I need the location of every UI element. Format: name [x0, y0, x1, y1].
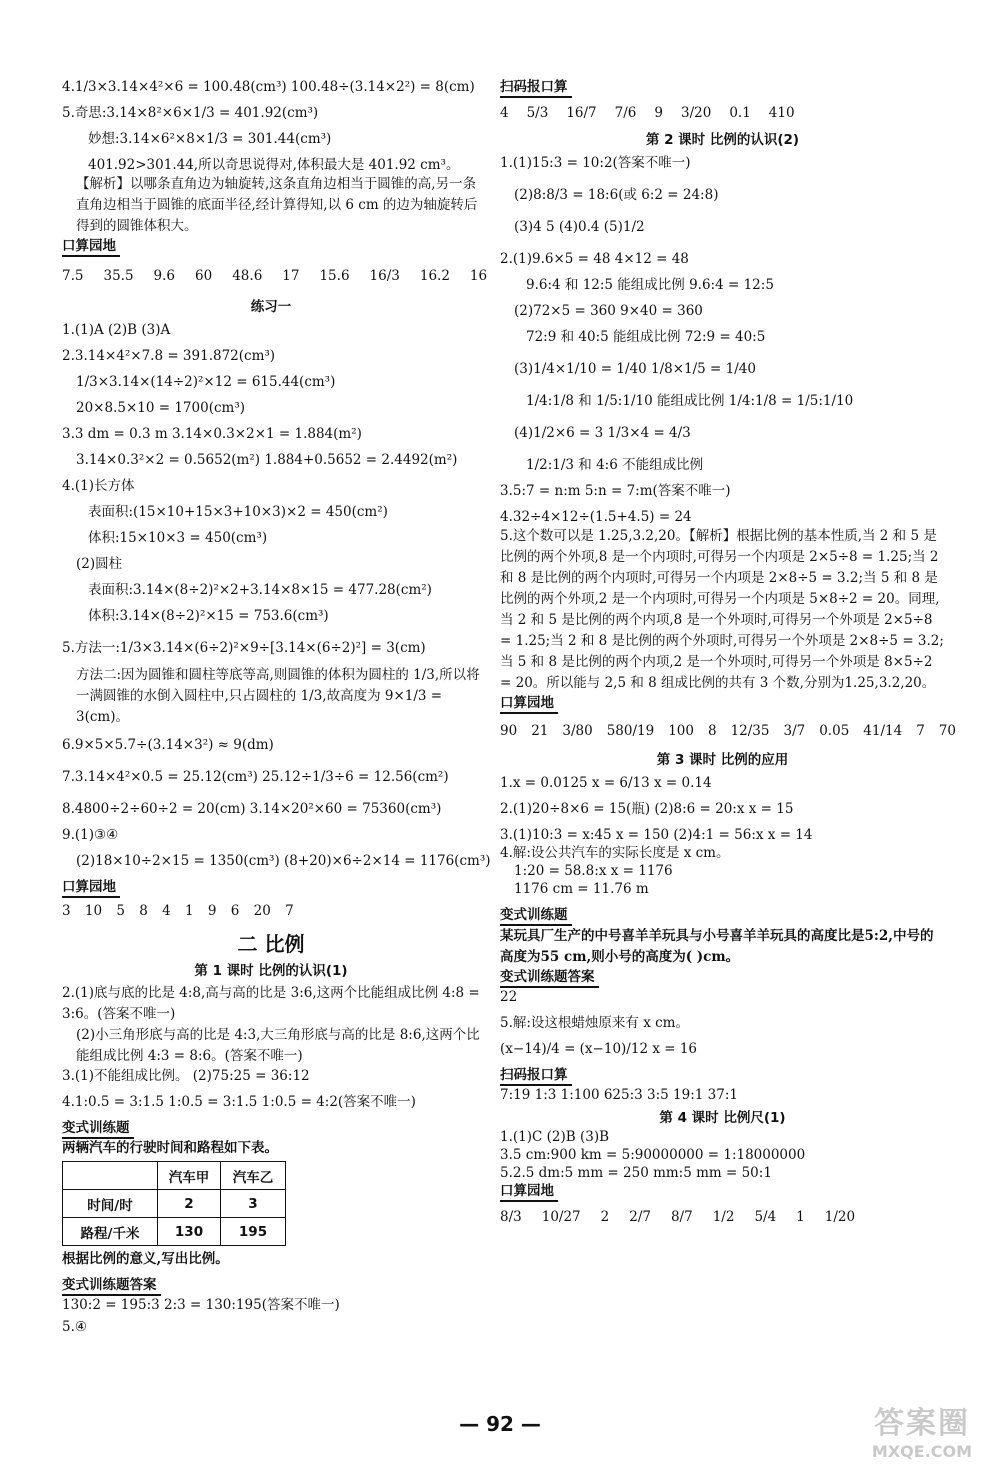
table-cell: 130 — [158, 1218, 221, 1246]
oral-calc-item: 5/4 — [754, 1209, 777, 1225]
oral-calc-item: 8/7 — [670, 1209, 693, 1225]
page-number: — 92 — — [459, 1412, 541, 1436]
oral-calc-item: 410 — [768, 105, 795, 121]
oral-calc-item: 16/3 — [369, 268, 400, 284]
oral-calc-item: 60 — [195, 268, 213, 284]
oral-calc-item: 0.1 — [729, 105, 751, 121]
oral-calc-item: 0.05 — [819, 723, 850, 739]
question-text: 两辆汽车的行驶时间和路程如下表。 — [62, 1140, 278, 1156]
answer-line: 7.3.14×4²×0.5 = 25.12(cm³) 25.12÷1/3÷6 = 12.56(cm²) — [62, 769, 449, 785]
oral-calc-row — [500, 722, 956, 740]
answer-line: 1.x = 0.0125 x = 6/13 x = 0.14 — [500, 775, 712, 791]
table-cell: 汽车乙 — [221, 1162, 286, 1190]
oral-calc-row — [62, 267, 488, 285]
oral-calc-row — [500, 104, 945, 122]
answer-line: 5.2.5 dm:5 mm = 250 mm:5 mm = 50:1 — [500, 1165, 772, 1181]
oral-calc-item: 17 — [282, 268, 300, 284]
oral-calc-item: 8/3 — [500, 1209, 522, 1225]
section-heading: 口算园地 — [500, 694, 558, 714]
section-heading: 扫码报口算 — [500, 78, 572, 98]
watermark-logo — [862, 1398, 982, 1461]
oral-calc-item: 1 — [796, 1209, 805, 1225]
section-heading: 变式训练题 — [62, 1119, 134, 1139]
lesson-title: 第 2 课时 比例的认识(2) — [645, 132, 800, 148]
answer-line: 表面积:(15×10+15×3+10×3)×2 = 450(cm²) — [88, 504, 388, 520]
oral-calc-item: 3/7 — [783, 723, 806, 739]
oral-calc-item: 7/6 — [614, 105, 637, 121]
answer-line: 130:2 = 195:3 2:3 = 130:195(答案不唯一) — [62, 1297, 340, 1313]
answer-line: (3)4 5 (4)0.4 (5)1/2 — [514, 219, 645, 235]
oral-calc-item: 1/2 — [712, 1209, 735, 1225]
lesson-title: 第 4 课时 比例尺(1) — [659, 1110, 786, 1126]
oral-calc-item: 35.5 — [103, 268, 134, 284]
answer-line: 9.6:4 和 12:5 能组成比例 9.6:4 = 12:5 — [526, 277, 774, 293]
answer-paragraph: 5.这个数可以是 1.25,3.2,20。【解析】根据比例的基本性质,当 2 和 5 是比例的两个外项,8 是一个内项时,可得另一个内项是 2×5÷8 = 1.25;当 2 和 8 是比例的两个内项时,可得另一个内项是 2×8÷5 = 3.2;当 5 和 8 是比例的两个外项,2 是一个内项时,可得另一个内项是 5×8÷2 = 20。同理,当 2 和 5 是比例的两个内项,8 是一个外项时,可得另一个外项是 2×5÷8 = 1.25;当 2 和 8 是比例的两个外项时,可得另一个外项是 2×8÷5 = 3.2;当 5 和 8 是比例的两个内项,2 是一个外项时,可得另一个外项是 8×5÷2 = 20。所以能与 2,5 和 8 组成比例的共有 3 个数,分别为1.25,3.2,20。 — [500, 528, 944, 691]
answer-line: 2.(1)20÷8×6 = 15(瓶) (2)8:6 = 20:x x = 15 — [500, 801, 794, 817]
answer-line: 5.④ — [62, 1319, 87, 1335]
watermark-text: 答案圈 — [874, 1406, 970, 1441]
answer-line: 1.(1)C (2)B (3)B — [500, 1129, 610, 1145]
oral-calc-item: 7 — [916, 723, 925, 739]
table-cell: 195 — [221, 1218, 286, 1246]
left-column — [62, 78, 491, 1336]
oral-calc-item: 4 — [500, 105, 509, 121]
answer-line: 401.92>301.44,所以奇思说得对,体积最大是 401.92 cm³。 — [88, 157, 460, 173]
answer-line: 5.方法一:1/3×3.14×(6÷2)²×9÷[3.14×(6÷2)²] = 3(cm) — [62, 640, 426, 656]
answer-paragraph: (2)小三角形底与高的比是 4:3,大三角形底与高的比是 8:6,这两个比能组成比例 4:3 = 8:6。(答案不唯一) — [76, 1027, 480, 1064]
answer-line: (3)1/4×1/10 = 1/40 1/8×1/5 = 1/40 — [514, 361, 756, 377]
answer-line: 6.9×5×5.7÷(3.14×3²) ≈ 9(dm) — [62, 737, 274, 753]
oral-calc-item: 580/19 — [606, 723, 655, 739]
answer-line: 20×8.5×10 = 1700(cm³) — [76, 400, 246, 416]
oral-calc-item: 5/3 — [526, 105, 549, 121]
oral-calc-item: 48.6 — [232, 268, 263, 284]
answer-line: 3.5:7 = n:m 5:n = 7:m(答案不唯一) — [500, 483, 731, 499]
oral-calc-item: 2/7 — [629, 1209, 651, 1225]
answer-line: 1.(1)15:3 = 10:2(答案不唯一) — [500, 155, 691, 171]
answer-line: 表面积:3.14×(8÷2)²×2+3.14×8×15 = 477.28(cm²) — [88, 582, 432, 598]
oral-calc-row: 7:19 1:3 1:100 625:3 3:5 19:1 37:1 — [500, 1087, 738, 1103]
exercise-title: 练习一 — [250, 299, 292, 315]
answer-line: 1:20 = 58.8:x x = 1176 — [514, 863, 673, 879]
oral-calc-item: 16 — [469, 268, 488, 284]
section-heading: 扫码报口算 — [500, 1066, 572, 1086]
watermark-url: MXQE.COM — [871, 1442, 973, 1461]
table-cell: 时间/时 — [63, 1190, 158, 1218]
answer-line: 4.1/3×3.14×4²×6 = 100.48(cm³) 100.48÷(3.14×2²) = 8(cm) — [62, 79, 475, 95]
answer-line: 2.3.14×4²×7.8 = 391.872(cm³) — [62, 348, 276, 364]
answer-line: 3.14×0.3²×2 = 0.5652(m²) 1.884+0.5652 = 2.4492(m²) — [76, 452, 458, 468]
unit-title: 二 比例 — [237, 932, 305, 956]
answer-line: (2)8:8/3 = 18:6(或 6:2 = 24:8) — [514, 187, 719, 203]
oral-calc-row: 3 10 5 8 4 1 9 6 20 7 — [62, 903, 294, 919]
section-heading: 变式训练题 — [500, 906, 572, 926]
oral-calc-item: 7.5 — [62, 268, 84, 284]
answer-line: 1176 cm = 11.76 m — [514, 881, 649, 897]
answer-line: 1/3×3.14×(14÷2)²×12 = 615.44(cm³) — [76, 374, 336, 390]
table-cell: 汽车甲 — [158, 1162, 221, 1190]
table-cell: 路程/千米 — [63, 1218, 158, 1246]
section-heading: 口算园地 — [62, 237, 120, 257]
answer-line: 4.解:设公共汽车的实际长度是 x cm。 — [500, 845, 730, 861]
answer-line: 1.(1)A (2)B (3)A — [62, 322, 171, 338]
answer-line: 4.32÷4×12÷(1.5+4.5) = 24 — [500, 509, 692, 525]
oral-calc-item: 16/7 — [566, 105, 597, 121]
oral-calc-item: 9.6 — [153, 268, 176, 284]
answer-line: 5.解:设这根蜡烛原来有 x cm。 — [500, 1015, 689, 1031]
answer-line: 4.1:0.5 = 3:1.5 1:0.5 = 3:1.5 1:0.5 = 4:2(答案不唯一) — [62, 1094, 416, 1110]
table-row — [63, 1162, 286, 1190]
oral-calc-item: 70 — [938, 723, 956, 739]
right-column — [500, 78, 956, 1232]
table-row — [63, 1218, 286, 1246]
answer-line: 1/2:1/3 和 4:6 不能组成比例 — [526, 457, 704, 473]
answer-line: 72:9 和 40:5 能组成比例 72:9 = 40:5 — [526, 329, 766, 345]
oral-calc-item: 16.2 — [419, 268, 450, 284]
section-heading: 口算园地 — [62, 878, 120, 898]
answer-line: 8.4800÷2÷60÷2 = 20(cm) 3.14×20²×60 = 75360(cm³) — [62, 801, 442, 817]
answer-line: 3.5 cm:900 km = 5:90000000 = 1:18000000 — [500, 1147, 806, 1163]
oral-calc-item: 3/80 — [562, 723, 593, 739]
oral-calc-item: 90 — [500, 723, 518, 739]
section-heading: 变式训练题答案 — [500, 968, 599, 988]
answer-line: 3.(1)10:3 = x:45 x = 150 (2)4:1 = 56:x x = 14 — [500, 827, 813, 843]
answer-line: 5.奇思:3.14×8²×6×1/3 = 401.92(cm³) — [62, 105, 319, 121]
lesson-title: 第 3 课时 比例的应用 — [656, 752, 789, 768]
section-heading: 口算园地 — [500, 1182, 558, 1202]
table-row — [63, 1190, 286, 1218]
oral-calc-item: 1/20 — [824, 1209, 856, 1225]
question-text: 根据比例的意义,写出比例。 — [62, 1251, 229, 1267]
answer-line: (2)圆柱 — [76, 556, 123, 572]
oral-calc-row — [500, 1208, 945, 1226]
oral-calc-item: 10/27 — [541, 1209, 581, 1225]
answer-line: (4)1/2×6 = 3 1/3×4 = 4/3 — [514, 425, 691, 441]
answer-line: 3.3 dm = 0.3 m 3.14×0.3×2×1 = 1.884(m²) — [62, 426, 362, 442]
answer-line: 妙想:3.14×6²×8×1/3 = 301.44(cm³) — [88, 131, 332, 147]
analysis-text: 【解析】以哪条直角边为轴旋转,这条直角边相当于圆锥的高,另一条直角边相当于圆锥的底面半径,经计算得知,以 6 cm 的边为轴旋转后得到的圆锥体积大。 — [76, 176, 478, 234]
answer-line: 2.(1)9.6×5 = 48 4×12 = 48 — [500, 251, 689, 267]
oral-calc-item: 8 — [707, 723, 717, 739]
answer-paragraph: 2.(1)底与底的比是 4:8,高与高的比是 3:6,这两个比能组成比例 4:8 = 3:6。(答案不唯一) — [62, 985, 480, 1022]
oral-calc-item: 3/20 — [680, 105, 712, 121]
answer-paragraph: 方法二:因为圆锥和圆柱等底等高,则圆锥的体积为圆柱的 1/3,所以将一满圆锥的水倒入圆柱中,只占圆柱的 1/3,故高度为 9×1/3 = 3(cm)。 — [76, 667, 480, 725]
answer-line: 1/4:1/8 和 1/5:1/10 能组成比例 1/4:1/8 = 1/5:1/10 — [526, 393, 854, 409]
oral-calc-item: 41/14 — [863, 723, 903, 739]
oral-calc-item: 12/35 — [730, 723, 770, 739]
oral-calc-item: 15.6 — [319, 268, 350, 284]
oral-calc-item: 100 — [668, 723, 694, 739]
oral-calc-item: 9 — [654, 105, 663, 121]
table-cell: 3 — [221, 1190, 286, 1218]
oral-calc-item: 21 — [531, 723, 549, 739]
question-text: 某玩具厂生产的中号喜羊羊玩具与小号喜羊羊玩具的高度比是5:2,中号的高度为55 cm,则小号的高度为( )cm。 — [500, 928, 934, 965]
answer-line: 22 — [500, 989, 518, 1005]
data-table — [62, 1161, 286, 1246]
answer-line: 9.(1)③④ — [62, 827, 119, 843]
table-cell — [63, 1162, 158, 1190]
answer-line: 体积:3.14×(8÷2)²×15 = 753.6(cm³) — [88, 608, 329, 624]
answer-line: (x−14)/4 = (x−10)/12 x = 16 — [500, 1041, 698, 1057]
answer-line: 4.(1)长方体 — [62, 478, 135, 494]
answer-line: 体积:15×10×3 = 450(cm³) — [88, 530, 268, 546]
answer-line: (2)72×5 = 360 9×40 = 360 — [514, 303, 703, 319]
oral-calc-item: 2 — [600, 1209, 610, 1225]
table-cell: 2 — [158, 1190, 221, 1218]
answer-line: (2)18×10÷2×15 = 1350(cm³) (8+20)×6÷2×14 = 1176(cm³) — [76, 853, 491, 869]
lesson-title: 第 1 课时 比例的认识(1) — [194, 963, 348, 979]
answer-line: 3.(1)不能组成比例。 (2)75:25 = 36:12 — [62, 1068, 310, 1084]
section-heading: 变式训练题答案 — [62, 1276, 161, 1296]
